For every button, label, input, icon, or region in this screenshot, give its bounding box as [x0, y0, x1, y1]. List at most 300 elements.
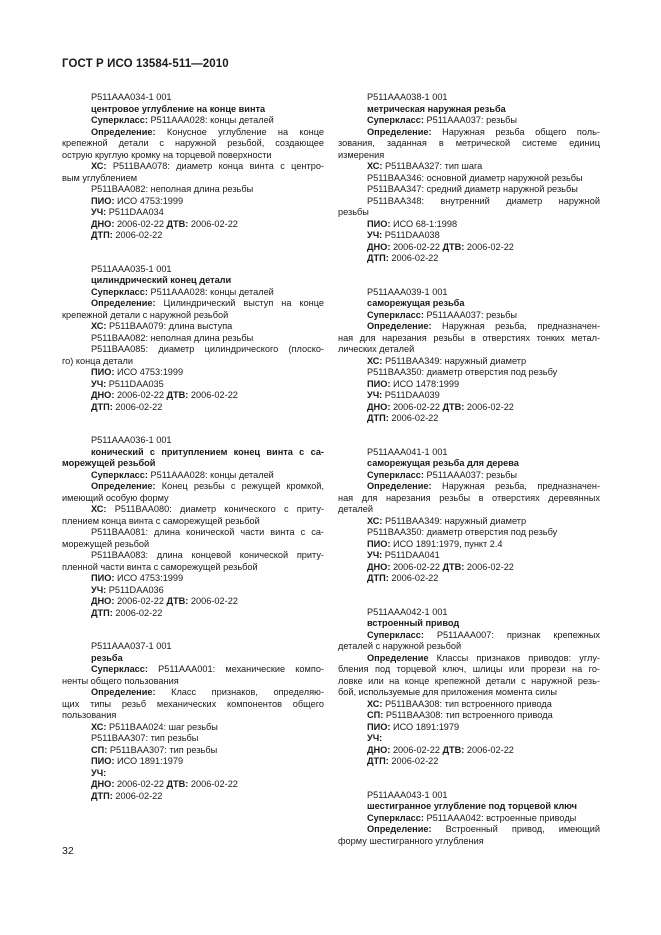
field-label: ДНО:: [367, 401, 391, 412]
field-text: P511BAA347: средний диаметр наружной резьбы: [367, 184, 578, 194]
entry-line: [62, 310, 324, 322]
field-text: ловке или на конце крепежной детали с наружной резь-: [338, 675, 600, 686]
entry-line: [338, 710, 600, 722]
field-text: P511BAA024: шаг резьбы: [106, 721, 218, 732]
entry-line: [62, 710, 324, 722]
entry-code: [62, 641, 324, 653]
field-text: Конусное углубление на конце: [155, 126, 324, 137]
field-text: Цилиндрический выступ на конце: [155, 298, 324, 308]
field-label: ХС:: [91, 161, 107, 171]
field-text: P511BAA085: диаметр цилиндрического (плоско-: [91, 344, 324, 354]
entry-line: [62, 173, 324, 185]
entry-code: [62, 92, 324, 104]
entry-line: [62, 104, 324, 116]
field-text: 2006-02-22: [464, 561, 514, 572]
entry-line: [62, 550, 324, 562]
field-text: резьбы: [338, 207, 369, 217]
field-text: P511AAA038-1 001: [367, 92, 448, 102]
field-text: зования, заданная в метрической системе единиц: [338, 138, 600, 148]
field-label: ХС:: [91, 721, 107, 732]
field-label: Суперкласс:: [367, 115, 424, 125]
field-label: Определение:: [367, 126, 432, 137]
entry-line: [338, 493, 600, 505]
field-text: 2006-02-22: [188, 779, 238, 789]
field-text: P511AAA035-1 001: [91, 263, 172, 274]
field-text: P511AAA028: концы деталей: [147, 115, 274, 125]
entry-line: [62, 275, 324, 287]
field-text: P511BAA350: диаметр отверстия под резьбу: [367, 367, 558, 377]
field-label: Суперкласс:: [91, 115, 148, 125]
entry-line: [62, 150, 324, 162]
field-text: P511BAA081: длина конической части винта с са-: [91, 527, 324, 537]
field-text: 2006-02-22: [188, 218, 238, 229]
field-label: Определение: [367, 652, 429, 663]
field-label: ДТВ:: [166, 779, 189, 789]
field-label: ДТП:: [91, 230, 113, 240]
field-label: ПИО:: [367, 538, 391, 549]
field-text: 2006-02-22: [464, 744, 514, 755]
field-label: ДТВ:: [442, 744, 465, 755]
entry-line: [338, 722, 600, 734]
entry-line: [338, 653, 600, 665]
field-label: ПИО:: [91, 195, 115, 206]
field-text: P511BAA350: диаметр отверстия под резьбу: [367, 527, 558, 537]
field-text: ная для нарезания резьбы в отверстиях тонких метал-: [338, 332, 600, 343]
entry-line: [338, 390, 600, 402]
entry-line: [62, 493, 324, 505]
entry-line: [62, 344, 324, 356]
field-label: ДТП:: [91, 607, 113, 618]
entry-line: [338, 298, 600, 310]
entry-line: [338, 413, 600, 425]
field-label: ДТВ:: [166, 218, 189, 229]
entry-line: [338, 161, 600, 173]
field-text: 2006-02-22: [112, 790, 163, 801]
field-text: P511BAA082: неполная длина резьбы: [91, 184, 254, 194]
entry-line: [62, 161, 324, 173]
field-text: щих типы резьб механических компонентов общего: [62, 698, 324, 709]
field-text: ненты общего пользования: [62, 675, 179, 686]
field-text: лических деталей: [338, 344, 415, 354]
field-text: P511AAA037: резьбы: [423, 309, 517, 320]
field-label: ДТП:: [91, 790, 113, 801]
field-label: Суперкласс:: [367, 812, 424, 823]
field-label: Определение:: [367, 481, 432, 491]
field-label: Определение:: [91, 687, 156, 697]
field-text: P511BAA327: тип шага: [382, 161, 483, 171]
field-label: ПИО:: [367, 218, 391, 229]
field-text: 2006-02-22: [112, 607, 163, 618]
field-label: УЧ:: [367, 230, 383, 240]
field-text: ИСО 4753:1999: [114, 195, 184, 206]
field-label: ДНО:: [367, 561, 391, 572]
field-text: 2006-02-22: [114, 218, 167, 229]
field-text: ИСО 1478:1999: [390, 378, 460, 389]
entry-line: [62, 539, 324, 551]
field-label: ДНО:: [91, 779, 115, 789]
field-label: УЧ:: [91, 584, 107, 595]
entry-line: [62, 115, 324, 127]
field-label: ДНО:: [367, 241, 391, 252]
dictionary-entry: [338, 790, 600, 848]
entry-line: [338, 527, 600, 539]
field-text: имеющий особую форму: [62, 492, 169, 503]
field-text: форму шестигранного углубления: [338, 835, 484, 846]
entry-line: [62, 585, 324, 597]
field-text: P511BAA348: внутренний диаметр наружной: [367, 195, 600, 206]
field-label: ДНО:: [91, 596, 115, 606]
field-text: P511AAA028: концы деталей: [147, 286, 274, 297]
field-text: P511AAA042: встроенные приводы: [423, 812, 577, 823]
field-text: P511BAA308: тип встроенного привода: [383, 710, 553, 720]
field-text: P511DAA034: [106, 207, 164, 217]
field-label: саморежущая резьба для дерева: [367, 458, 519, 468]
field-label: Определение:: [367, 321, 432, 331]
field-label: Суперкласс:: [91, 664, 148, 674]
field-label: конический с притуплением конец винта с са-: [91, 446, 324, 457]
entry-line: [338, 562, 600, 574]
field-label: Суперкласс:: [367, 629, 424, 640]
field-text: P511AAA007: признак крепежных: [423, 629, 600, 640]
field-label: СП:: [91, 744, 108, 755]
entry-line: [338, 367, 600, 379]
field-label: резьба: [91, 652, 123, 663]
field-label: метрическая наружная резьба: [367, 103, 506, 114]
entry-line: [338, 756, 600, 768]
field-label: Определение:: [367, 824, 432, 834]
field-text: 2006-02-22: [388, 573, 439, 583]
field-label: ХС:: [367, 698, 383, 709]
field-label: ДТВ:: [166, 596, 189, 606]
entry-line: [338, 127, 600, 139]
field-text: P511DAA038: [382, 230, 440, 240]
entry-line: [338, 504, 600, 516]
document-header: ГОСТ Р ИСО 13584-511—2010: [62, 58, 229, 70]
field-text: 2006-02-22: [388, 756, 439, 766]
entry-line: [62, 207, 324, 219]
dictionary-entry: [62, 641, 324, 802]
field-text: P511BAA349: наружный диаметр: [382, 515, 527, 526]
entry-line: [62, 402, 324, 414]
field-text: 2006-02-22: [390, 241, 443, 252]
field-text: Наружная резьба общего поль-: [431, 126, 600, 137]
entry-line: [62, 333, 324, 345]
field-label: ДТП:: [91, 401, 113, 412]
field-label: ДТП:: [367, 756, 389, 766]
field-text: ная для нарезания резьбы в отверстиях деревянных: [338, 492, 600, 503]
field-text: крепежной детали с наружной резьбой, создающее: [62, 138, 324, 148]
field-text: 2006-02-22: [388, 253, 439, 263]
entry-line: [338, 539, 600, 551]
field-label: ХС:: [367, 355, 383, 366]
entry-line: [62, 298, 324, 310]
entry-line: [338, 699, 600, 711]
field-text: пользования: [62, 710, 117, 720]
field-text: Встроенный привод, имеющий: [431, 824, 600, 834]
field-text: P511AAA034-1 001: [91, 92, 172, 102]
entry-line: [62, 481, 324, 493]
field-text: Наружная резьба, предназначен-: [431, 321, 600, 331]
field-label: ДТВ:: [442, 401, 465, 412]
field-label: Суперкласс:: [91, 286, 148, 297]
field-text: Конец резьбы с режущей кромкой,: [155, 481, 324, 491]
entry-line: [62, 733, 324, 745]
entry-code: [338, 607, 600, 619]
field-label: Определение:: [91, 126, 156, 137]
entry-line: [62, 756, 324, 768]
entry-line: [338, 733, 600, 745]
entry-line: [338, 458, 600, 470]
field-text: ИСО 4753:1999: [114, 367, 184, 377]
entry-line: [62, 504, 324, 516]
field-label: Суперкласс:: [367, 469, 424, 480]
field-label: Определение:: [91, 481, 156, 491]
field-text: P511DAA041: [382, 550, 440, 560]
dictionary-entry: [338, 92, 600, 265]
field-text: P511BAA346: основной диаметр наружной резьбы: [367, 172, 583, 183]
field-label: ДНО:: [367, 744, 391, 755]
field-label: центровое углубление на конце винта: [91, 103, 266, 114]
field-text: P511AAA037: резьбы: [423, 115, 517, 125]
field-text: крепежной детали с наружной резьбой: [62, 309, 229, 320]
field-text: P511AAA036-1 001: [91, 435, 172, 445]
entry-line: [338, 481, 600, 493]
entry-line: [338, 630, 600, 642]
entry-line: [338, 801, 600, 813]
field-text: ИСО 1891:1979: [390, 721, 460, 732]
field-label: ПИО:: [367, 378, 391, 389]
entry-line: [338, 573, 600, 585]
entry-line: [338, 321, 600, 333]
field-text: плением конца винта с саморежущей резьбой: [62, 515, 260, 526]
field-text: 2006-02-22: [112, 401, 163, 412]
field-text: ИСО 4753:1999: [114, 573, 184, 583]
entry-line: [338, 173, 600, 185]
field-text: деталей: [338, 504, 373, 514]
entry-line: [62, 562, 324, 574]
entry-line: [62, 745, 324, 757]
entry-line: [62, 573, 324, 585]
field-text: P511BAA308: тип встроенного привода: [382, 698, 552, 709]
field-label: шестигранное углубление под торцевой ключ: [367, 801, 577, 811]
entry-line: [338, 379, 600, 391]
field-text: P511AAA037-1 001: [91, 641, 172, 651]
entry-line: [62, 722, 324, 734]
entry-line: [338, 687, 600, 699]
field-text: 2006-02-22: [114, 779, 167, 789]
field-text: Класс признаков, определяю-: [155, 687, 324, 697]
entry-code: [338, 287, 600, 299]
field-text: вым углублением: [62, 172, 138, 183]
entry-line: [62, 527, 324, 539]
field-text: 2006-02-22: [188, 596, 238, 606]
dictionary-entry: [338, 287, 600, 425]
field-label: ПИО:: [367, 721, 391, 732]
entry-line: [338, 813, 600, 825]
entry-line: [338, 664, 600, 676]
field-text: P511AAA043-1 001: [367, 789, 448, 800]
entry-line: [338, 402, 600, 414]
field-text: P511BAA078: диаметр конца винта с центро-: [106, 161, 324, 171]
field-text: измерения: [338, 149, 385, 160]
field-text: 2006-02-22: [112, 230, 163, 240]
field-label: ПИО:: [91, 573, 115, 583]
field-text: P511BAA083: длина концевой конической приту-: [91, 550, 324, 560]
field-text: 2006-02-22: [390, 401, 443, 412]
field-text: P511AAA001: механические компо-: [147, 664, 324, 674]
entry-line: [62, 230, 324, 242]
field-text: P511DAA036: [106, 584, 164, 595]
entry-line: [338, 230, 600, 242]
entry-line: [62, 470, 324, 482]
field-text: ИСО 68-1:1998: [390, 218, 458, 229]
entry-line: [338, 824, 600, 836]
entry-code: [62, 264, 324, 276]
entry-line: [62, 779, 324, 791]
field-label: УЧ:: [367, 390, 383, 400]
entry-line: [338, 310, 600, 322]
field-label: цилиндрический конец детали: [91, 275, 232, 285]
entry-line: [62, 791, 324, 803]
entry-line: [338, 242, 600, 254]
entry-line: [62, 367, 324, 379]
field-text: пленной части винта с саморежущей резьбой: [62, 561, 258, 572]
entry-line: [338, 676, 600, 688]
entry-line: [338, 333, 600, 345]
field-text: 2006-02-22: [188, 390, 238, 400]
field-text: острую круглую кромку на торцевой поверхности: [62, 149, 272, 160]
field-label: Суперкласс:: [91, 469, 148, 480]
entry-line: [62, 676, 324, 688]
entry-line: [338, 641, 600, 653]
entry-line: [62, 390, 324, 402]
entry-line: [62, 287, 324, 299]
field-text: P511BAA349: наружный диаметр: [382, 355, 527, 366]
field-text: 2006-02-22: [464, 241, 514, 252]
entry-line: [338, 836, 600, 848]
field-text: P511BAA082: неполная длина резьбы: [91, 332, 254, 343]
field-text: Классы признаков приводов: углу-: [428, 652, 600, 663]
entry-line: [62, 184, 324, 196]
entry-line: [62, 653, 324, 665]
field-text: 2006-02-22: [388, 413, 439, 423]
entry-line: [338, 219, 600, 231]
dictionary-entry: [338, 607, 600, 768]
field-text: бой, используемые для приложения момента силы: [338, 687, 557, 697]
field-text: P511DAA039: [382, 390, 440, 400]
entry-line: [62, 516, 324, 528]
field-label: ХС:: [91, 321, 107, 331]
entry-line: [62, 687, 324, 699]
left-column: [62, 92, 324, 824]
entry-line: [62, 138, 324, 150]
field-label: Определение:: [91, 298, 156, 308]
entry-line: [338, 115, 600, 127]
entry-line: [62, 596, 324, 608]
entry-code: [338, 790, 600, 802]
entry-line: [338, 196, 600, 208]
entry-line: [62, 379, 324, 391]
field-label: ДНО:: [91, 390, 115, 400]
dictionary-entry: [62, 264, 324, 414]
entry-line: [338, 104, 600, 116]
dictionary-entry: [62, 92, 324, 242]
entry-line: [338, 470, 600, 482]
entry-line: [62, 458, 324, 470]
entry-code: [338, 447, 600, 459]
right-column: [338, 92, 600, 869]
entry-line: [62, 699, 324, 711]
field-label: ДТП:: [367, 573, 389, 583]
entry-line: [338, 184, 600, 196]
dictionary-entry: [62, 435, 324, 619]
entry-line: [338, 207, 600, 219]
entry-line: [62, 447, 324, 459]
field-label: УЧ:: [91, 207, 107, 217]
field-text: P511BAA307: тип резьбы: [107, 744, 218, 755]
field-text: морежущей резьбой: [62, 538, 150, 549]
field-label: ПИО:: [91, 367, 115, 377]
entry-line: [62, 608, 324, 620]
field-label: ДТВ:: [166, 390, 189, 400]
field-label: встроенный привод: [367, 618, 460, 628]
field-text: 2006-02-22: [390, 561, 443, 572]
entry-line: [338, 138, 600, 150]
field-label: ДТВ:: [442, 241, 465, 252]
entry-line: [338, 150, 600, 162]
field-label: ХС:: [91, 504, 107, 514]
field-label: морежущей резьбой: [62, 458, 156, 468]
field-label: ХС:: [367, 161, 383, 171]
field-label: ДТВ:: [442, 561, 465, 572]
field-text: 2006-02-22: [114, 390, 167, 400]
field-label: ДНО:: [91, 218, 115, 229]
entry-line: [338, 745, 600, 757]
field-text: 2006-02-22: [464, 401, 514, 412]
field-text: P511DAA035: [106, 378, 164, 389]
entry-line: [62, 356, 324, 368]
page-number: 32: [62, 845, 74, 857]
field-text: бления под торцевой ключ, шлицы или прорези на го-: [338, 664, 600, 674]
field-text: P511AAA028: концы деталей: [147, 469, 274, 480]
entry-line: [62, 664, 324, 676]
entry-line: [62, 127, 324, 139]
field-text: P511BAA080: диаметр конического с приту-: [106, 504, 324, 514]
field-text: P511AAA041-1 001: [367, 446, 448, 457]
field-text: ИСО 1891:1979, пункт 2.4: [390, 538, 503, 549]
field-label: Суперкласс:: [367, 309, 424, 320]
field-label: ДТП:: [367, 413, 389, 423]
field-label: ХС:: [367, 515, 383, 526]
entry-line: [338, 356, 600, 368]
field-text: деталей с наружной резьбой: [338, 641, 462, 651]
field-label: УЧ:: [367, 733, 383, 743]
entry-code: [338, 92, 600, 104]
entry-line: [62, 196, 324, 208]
entry-line: [338, 344, 600, 356]
field-text: ИСО 1891:1979: [114, 756, 184, 766]
field-text: го) конца детали: [62, 355, 133, 366]
field-text: P511AAA037: резьбы: [423, 469, 517, 480]
field-text: P511BAA079: длина выступа: [106, 321, 233, 331]
field-label: саморежущая резьба: [367, 298, 465, 308]
entry-line: [62, 219, 324, 231]
field-label: ПИО:: [91, 756, 115, 766]
field-text: 2006-02-22: [114, 596, 167, 606]
entry-code: [62, 435, 324, 447]
field-label: УЧ:: [91, 378, 107, 389]
field-text: P511BAA307: тип резьбы: [91, 733, 199, 743]
